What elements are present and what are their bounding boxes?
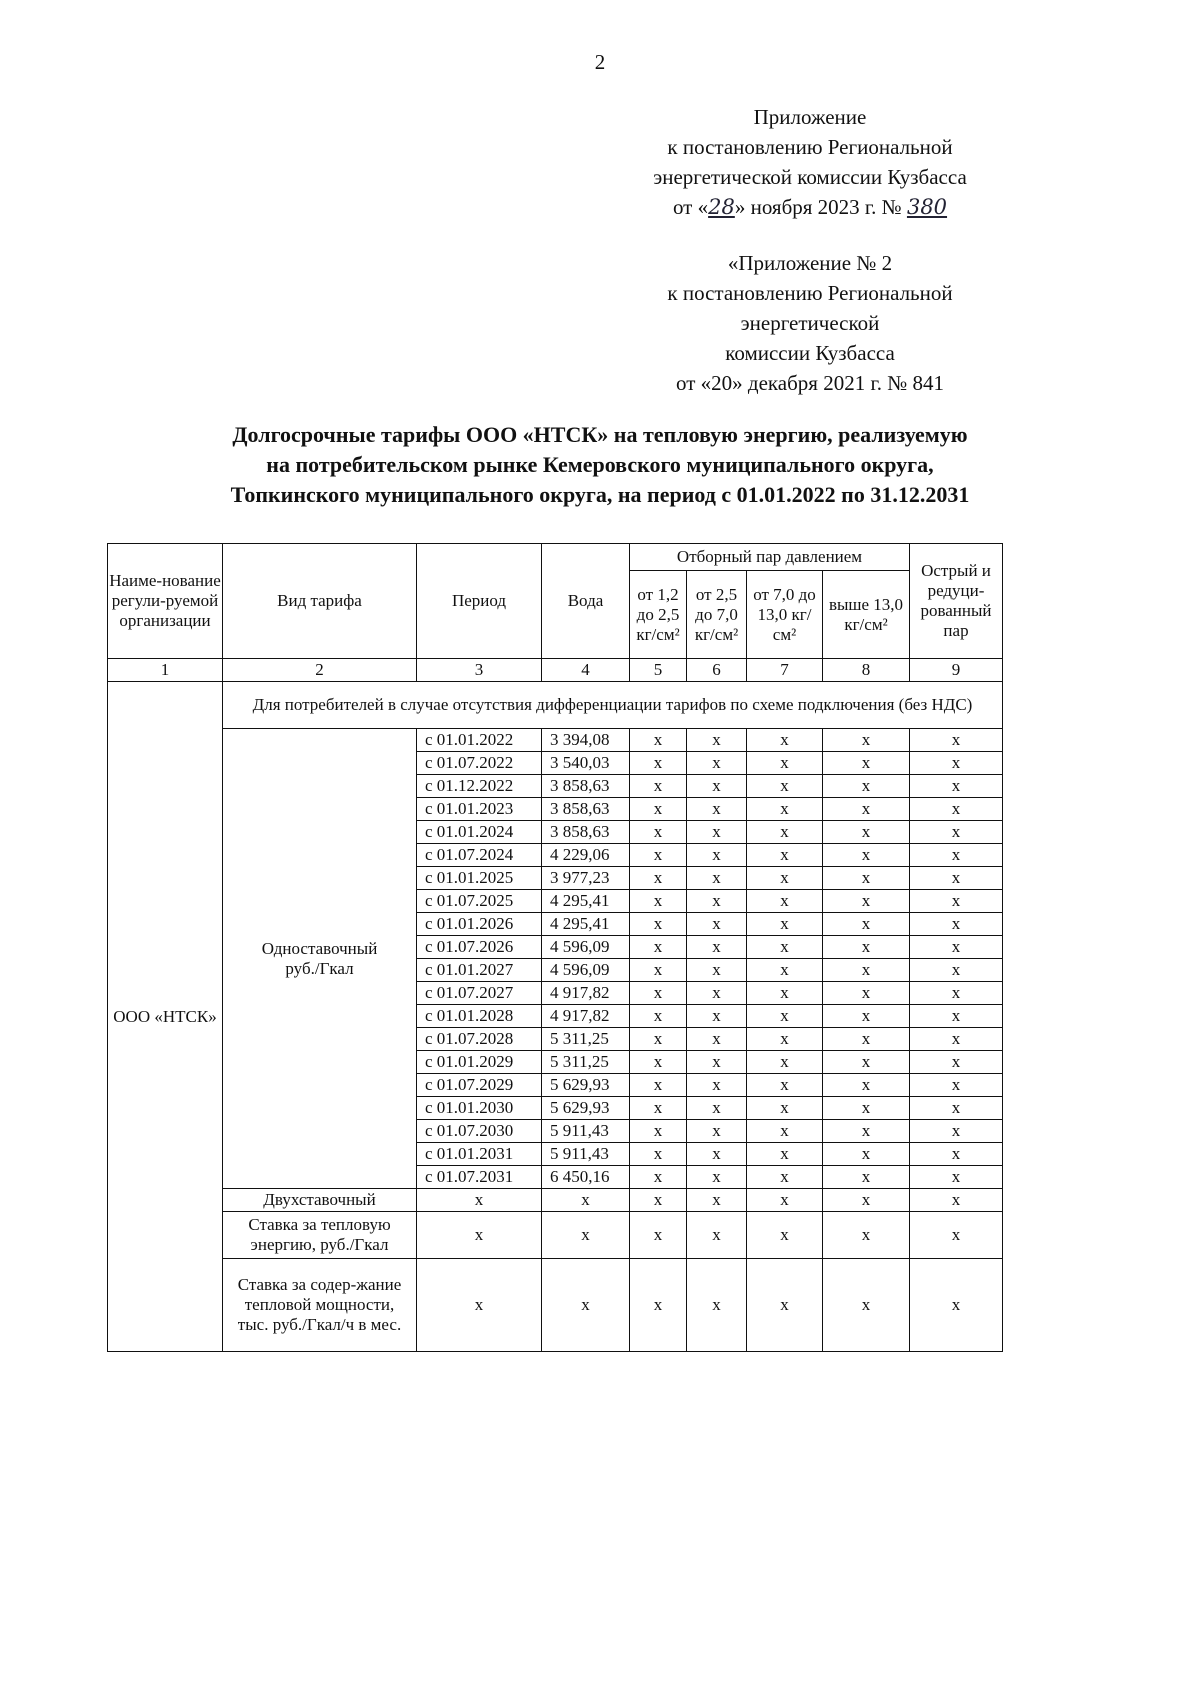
- period-cell: с 01.12.2022: [417, 775, 542, 798]
- period-cell: с 01.01.2024: [417, 821, 542, 844]
- na-cell: x: [687, 1189, 747, 1212]
- na-cell: x: [542, 1259, 630, 1352]
- na-cell: x: [823, 1166, 910, 1189]
- table-row: [108, 729, 1003, 752]
- appendix-line: «Приложение № 2: [727, 251, 893, 275]
- appendix-line: комиссии Кузбасса: [725, 341, 895, 365]
- na-cell: x: [630, 1028, 687, 1051]
- na-cell: x: [823, 982, 910, 1005]
- water-cell: 4 229,06: [542, 844, 630, 867]
- na-cell: x: [910, 798, 1003, 821]
- page-number: 2: [594, 50, 606, 74]
- water-cell: 5 911,43: [542, 1120, 630, 1143]
- na-cell: x: [687, 959, 747, 982]
- na-cell: x: [747, 959, 823, 982]
- na-cell: x: [910, 729, 1003, 752]
- na-cell: x: [630, 798, 687, 821]
- tariff-type-label: Двухставочный: [223, 1189, 417, 1212]
- na-cell: x: [910, 1166, 1003, 1189]
- table-row: [108, 1212, 1003, 1259]
- water-cell: 5 629,93: [542, 1074, 630, 1097]
- na-cell: x: [630, 1074, 687, 1097]
- na-cell: x: [630, 752, 687, 775]
- period-cell: с 01.01.2025: [417, 867, 542, 890]
- period-cell: с 01.07.2031: [417, 1166, 542, 1189]
- water-cell: 3 858,63: [542, 821, 630, 844]
- period-cell: с 01.07.2024: [417, 844, 542, 867]
- water-cell: 3 858,63: [542, 775, 630, 798]
- na-cell: x: [630, 959, 687, 982]
- na-cell: x: [823, 1143, 910, 1166]
- na-cell: x: [910, 1212, 1003, 1259]
- na-cell: x: [910, 1074, 1003, 1097]
- water-cell: 4 295,41: [542, 890, 630, 913]
- na-cell: x: [747, 1120, 823, 1143]
- na-cell: x: [687, 775, 747, 798]
- na-cell: x: [542, 1212, 630, 1259]
- period-cell: с 01.07.2022: [417, 752, 542, 775]
- na-cell: x: [823, 1074, 910, 1097]
- na-cell: x: [687, 936, 747, 959]
- appendix-reference: [600, 102, 1020, 222]
- na-cell: x: [747, 1143, 823, 1166]
- na-cell: x: [747, 1166, 823, 1189]
- na-cell: x: [687, 1005, 747, 1028]
- period-cell: с 01.07.2030: [417, 1120, 542, 1143]
- na-cell: x: [687, 798, 747, 821]
- period-cell: с 01.07.2028: [417, 1028, 542, 1051]
- na-cell: x: [823, 775, 910, 798]
- na-cell: x: [630, 844, 687, 867]
- column-number: 2: [223, 659, 417, 682]
- period-cell: с 01.01.2030: [417, 1097, 542, 1120]
- header-steam-1: от 1,2 до 2,5 кг/см²: [630, 571, 687, 659]
- na-cell: x: [823, 890, 910, 913]
- document-title: [100, 420, 1100, 510]
- na-cell: x: [910, 913, 1003, 936]
- na-cell: x: [417, 1212, 542, 1259]
- na-cell: x: [910, 890, 1003, 913]
- na-cell: x: [687, 913, 747, 936]
- na-cell: x: [687, 1259, 747, 1352]
- na-cell: x: [823, 729, 910, 752]
- na-cell: x: [823, 936, 910, 959]
- column-number: 8: [823, 659, 910, 682]
- water-cell: 5 629,93: [542, 1097, 630, 1120]
- na-cell: x: [823, 959, 910, 982]
- na-cell: x: [910, 1143, 1003, 1166]
- water-cell: 5 311,25: [542, 1051, 630, 1074]
- na-cell: x: [823, 1189, 910, 1212]
- period-cell: с 01.01.2022: [417, 729, 542, 752]
- na-cell: x: [910, 844, 1003, 867]
- period-cell: с 01.01.2028: [417, 1005, 542, 1028]
- water-cell: 5 911,43: [542, 1143, 630, 1166]
- na-cell: x: [630, 1120, 687, 1143]
- na-cell: x: [630, 867, 687, 890]
- na-cell: x: [747, 1097, 823, 1120]
- na-cell: x: [687, 1120, 747, 1143]
- na-cell: x: [630, 1097, 687, 1120]
- na-cell: x: [687, 1143, 747, 1166]
- na-cell: x: [417, 1189, 542, 1212]
- header-steam-4: выше 13,0 кг/см²: [823, 571, 910, 659]
- column-number: 9: [910, 659, 1003, 682]
- handwritten-number: 380: [906, 195, 948, 219]
- period-cell: с 01.07.2025: [417, 890, 542, 913]
- handwritten-day: 28: [708, 195, 735, 219]
- single-rate-label: Одноставочный руб./Гкал: [223, 729, 417, 1189]
- na-cell: x: [910, 775, 1003, 798]
- na-cell: x: [823, 1212, 910, 1259]
- na-cell: x: [747, 1028, 823, 1051]
- na-cell: x: [910, 1259, 1003, 1352]
- title-line: на потребительском рынке Кемеровского муниципального округа,: [266, 452, 934, 477]
- water-cell: 4 596,09: [542, 959, 630, 982]
- water-cell: 4 295,41: [542, 913, 630, 936]
- na-cell: x: [747, 844, 823, 867]
- na-cell: x: [747, 1005, 823, 1028]
- header-sharp-steam: Острый и редуци-рованный пар: [910, 544, 1003, 659]
- na-cell: x: [542, 1189, 630, 1212]
- period-cell: с 01.01.2023: [417, 798, 542, 821]
- appendix-line: Приложение: [753, 105, 867, 129]
- header-org: Наиме-нование регули-руемой организации: [108, 544, 223, 659]
- na-cell: x: [630, 1212, 687, 1259]
- column-number: 3: [417, 659, 542, 682]
- water-cell: 4 917,82: [542, 982, 630, 1005]
- tariff-table: [107, 543, 1003, 1352]
- na-cell: x: [630, 1051, 687, 1074]
- column-number: 4: [542, 659, 630, 682]
- na-cell: x: [747, 867, 823, 890]
- na-cell: x: [747, 1189, 823, 1212]
- na-cell: x: [823, 1028, 910, 1051]
- appendix-2-reference: [600, 248, 1020, 398]
- na-cell: x: [910, 1028, 1003, 1051]
- na-cell: x: [630, 1143, 687, 1166]
- na-cell: x: [910, 1097, 1003, 1120]
- column-number: 6: [687, 659, 747, 682]
- na-cell: x: [630, 775, 687, 798]
- na-cell: x: [687, 1166, 747, 1189]
- period-cell: с 01.01.2031: [417, 1143, 542, 1166]
- na-cell: x: [630, 1005, 687, 1028]
- na-cell: x: [687, 867, 747, 890]
- period-cell: с 01.01.2027: [417, 959, 542, 982]
- na-cell: x: [910, 821, 1003, 844]
- na-cell: x: [747, 890, 823, 913]
- header-steam-2: от 2,5 до 7,0 кг/см²: [687, 571, 747, 659]
- title-line: Долгосрочные тарифы ООО «НТСК» на тепловую энергию, реализуемую: [232, 422, 968, 447]
- header-period: Период: [417, 544, 542, 659]
- na-cell: x: [630, 1259, 687, 1352]
- na-cell: x: [747, 1051, 823, 1074]
- na-cell: x: [910, 1189, 1003, 1212]
- na-cell: x: [747, 1074, 823, 1097]
- na-cell: x: [687, 752, 747, 775]
- na-cell: x: [630, 913, 687, 936]
- na-cell: x: [630, 821, 687, 844]
- water-cell: 3 540,03: [542, 752, 630, 775]
- na-cell: x: [823, 1051, 910, 1074]
- column-number: 1: [108, 659, 223, 682]
- na-cell: x: [630, 890, 687, 913]
- na-cell: x: [910, 752, 1003, 775]
- na-cell: x: [687, 890, 747, 913]
- na-cell: x: [630, 729, 687, 752]
- section-heading: Для потребителей в случае отсутствия дифференциации тарифов по схеме подключения (без НДС): [223, 682, 1003, 729]
- table-row: [108, 1189, 1003, 1212]
- tariff-type-label: Ставка за тепловую энергию, руб./Гкал: [223, 1212, 417, 1259]
- na-cell: x: [823, 752, 910, 775]
- na-cell: x: [417, 1259, 542, 1352]
- water-cell: 4 596,09: [542, 936, 630, 959]
- na-cell: x: [747, 913, 823, 936]
- na-cell: x: [823, 1259, 910, 1352]
- period-cell: с 01.07.2029: [417, 1074, 542, 1097]
- na-cell: x: [823, 821, 910, 844]
- appendix-date: [600, 192, 1020, 222]
- na-cell: x: [910, 982, 1003, 1005]
- na-cell: x: [823, 913, 910, 936]
- na-cell: x: [823, 844, 910, 867]
- period-cell: с 01.07.2026: [417, 936, 542, 959]
- water-cell: 3 858,63: [542, 798, 630, 821]
- na-cell: x: [687, 1074, 747, 1097]
- tariff-type-label: Ставка за содер-жание тепловой мощности, тыс. руб./Гкал/ч в мес.: [223, 1259, 417, 1352]
- na-cell: x: [630, 936, 687, 959]
- na-cell: x: [687, 821, 747, 844]
- water-cell: 3 394,08: [542, 729, 630, 752]
- appendix-line: энергетической: [740, 311, 880, 335]
- water-cell: 4 917,82: [542, 1005, 630, 1028]
- na-cell: x: [910, 936, 1003, 959]
- na-cell: x: [747, 729, 823, 752]
- na-cell: x: [823, 1120, 910, 1143]
- appendix-line: от «20» декабря 2021 г. № 841: [676, 371, 944, 395]
- na-cell: x: [747, 798, 823, 821]
- water-cell: 3 977,23: [542, 867, 630, 890]
- appendix-line: к постановлению Региональной: [667, 281, 953, 305]
- na-cell: x: [823, 867, 910, 890]
- date-mid: » ноября 2023 г. №: [734, 195, 907, 219]
- na-cell: x: [747, 752, 823, 775]
- na-cell: x: [747, 775, 823, 798]
- appendix-line: к постановлению Региональной: [667, 135, 953, 159]
- na-cell: x: [687, 1051, 747, 1074]
- na-cell: x: [747, 982, 823, 1005]
- organization-cell: ООО «НТСК»: [108, 682, 223, 1352]
- period-cell: с 01.07.2027: [417, 982, 542, 1005]
- period-cell: с 01.01.2026: [417, 913, 542, 936]
- na-cell: x: [687, 1212, 747, 1259]
- na-cell: x: [823, 1005, 910, 1028]
- column-number: 7: [747, 659, 823, 682]
- na-cell: x: [910, 867, 1003, 890]
- table-row: [108, 1259, 1003, 1352]
- na-cell: x: [747, 1259, 823, 1352]
- na-cell: x: [747, 821, 823, 844]
- na-cell: x: [687, 729, 747, 752]
- na-cell: x: [910, 1051, 1003, 1074]
- na-cell: x: [687, 844, 747, 867]
- na-cell: x: [630, 1189, 687, 1212]
- na-cell: x: [687, 1028, 747, 1051]
- na-cell: x: [910, 1120, 1003, 1143]
- na-cell: x: [630, 982, 687, 1005]
- na-cell: x: [910, 959, 1003, 982]
- column-number: 5: [630, 659, 687, 682]
- na-cell: x: [823, 798, 910, 821]
- na-cell: x: [910, 1005, 1003, 1028]
- na-cell: x: [747, 1212, 823, 1259]
- header-steam-3: от 7,0 до 13,0 кг/см²: [747, 571, 823, 659]
- header-steam-group: Отборный пар давлением: [630, 544, 910, 571]
- water-cell: 5 311,25: [542, 1028, 630, 1051]
- water-cell: 6 450,16: [542, 1166, 630, 1189]
- title-line: Топкинского муниципального округа, на период с 01.01.2022 по 31.12.2031: [230, 482, 970, 507]
- header-tariff-type: Вид тарифа: [223, 544, 417, 659]
- na-cell: x: [687, 1097, 747, 1120]
- na-cell: x: [747, 936, 823, 959]
- appendix-line: энергетической комиссии Кузбасса: [653, 165, 967, 189]
- na-cell: x: [630, 1166, 687, 1189]
- date-prefix: от «: [672, 195, 709, 219]
- period-cell: с 01.01.2029: [417, 1051, 542, 1074]
- na-cell: x: [687, 982, 747, 1005]
- na-cell: x: [823, 1097, 910, 1120]
- header-water: Вода: [542, 544, 630, 659]
